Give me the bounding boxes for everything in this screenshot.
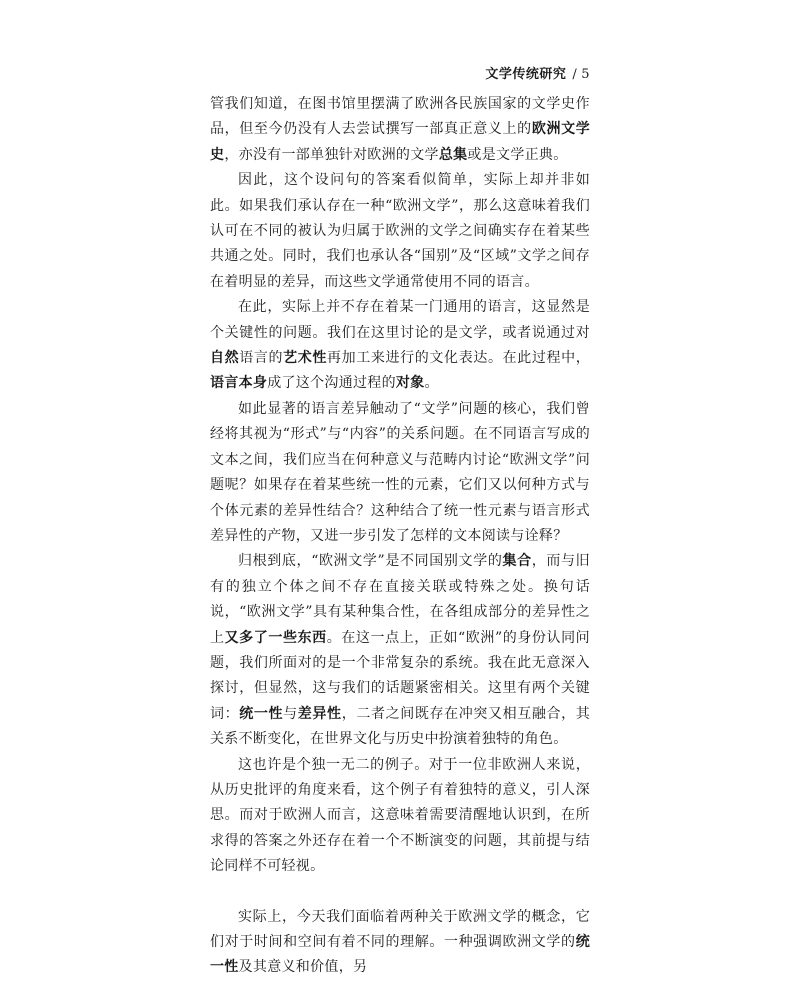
bold-term: 艺术性 <box>283 350 328 367</box>
text-run: 实际上，今天我们面临着两种关于欧洲文学的概念，它们对于时间和空间有着不同的理解。一种强调欧洲文学的 <box>210 908 590 950</box>
text-run: 。 <box>424 375 439 392</box>
text-run: ，而与旧有的独立个体之间不存在直接关联或特殊之处。换句话说，“欧洲文学”具有某种集合性，在各组成部分的差异性之上 <box>210 553 590 646</box>
paragraph <box>210 549 590 752</box>
text-run: 如此显著的语言差异触动了“文学”问题的核心，我们曾经将其视为“形式”与“内容”的关系问题。在不同语言写成的文本之间，我们应当在何种意义与范畴内讨论“欧洲文学”问题呢？如果存在着某些统一性的元素，它们又以何种方式与个体元素的差异性结合？这种结合了统一性元素与语言形式差异性的产物，又进一步引发了怎样的文本阅读与诠释？ <box>210 400 590 544</box>
bold-term: 自然 <box>210 350 240 367</box>
text-run: 归根到底，“欧洲文学”是不同国别文学的 <box>238 553 503 570</box>
text-run: 或是文学正典。 <box>467 146 568 163</box>
page-number: 5 <box>581 67 590 82</box>
body-text <box>210 92 590 981</box>
text-run: 。在这一点上，正如“欧洲”的身份认同问题，我们所面对的是一个非常复杂的系统。我在此无意深入探讨，但显然，这与我们的话题紧密相关。这里有两个关键词： <box>210 629 590 722</box>
text-run: 在此，实际上并不存在着某一门通用的语言，这显然是个关键性的问题。我们在这里讨论的是文学，或者说通过对 <box>210 299 590 341</box>
text-run: ，二者之间既存在冲突又相互融合，其关系不断变化，在世界文化与历史中扮演着独特的角色。 <box>210 705 591 748</box>
bold-term: 对象 <box>395 375 425 392</box>
bold-term: 语言本身 <box>210 375 268 392</box>
bold-term: 欧洲文学史 <box>210 121 590 163</box>
text-run: 成了这个沟通过程的 <box>267 375 396 392</box>
paragraph <box>210 92 590 168</box>
bold-term: 统一性 <box>239 705 284 722</box>
text-run: 再加工来进行的文化表达。在此过程中， <box>327 350 591 367</box>
text-run: 这也许是个独一无二的例子。对于一位非欧洲人来说，从历史批评的角度来看，这个例子有着独特的意义，引人深思。而对于欧洲人而言，这意味着需要清醒地认识到，在所求得的答案之外还存在着一个不断演变的问题，其前提与结论同样不可轻视。 <box>210 756 590 875</box>
text-run: 及其意义和价值，另 <box>238 959 368 976</box>
text-run: 因此，这个设问句的答案看似简单，实际上却并非如此。如果我们承认存在一种“欧洲文学”，那么这意味着我们认可在不同的被认为归属于欧洲的文学之间确实存在着某些共通之处。同时，我们也承认各“国别”及“区域”文学之间存在着明显的差异，而这些文学通常使用不同的语言。 <box>210 172 590 290</box>
paragraph <box>210 397 590 549</box>
text-run: 管我们知道，在图书馆里摆满了欧洲各民族国家的文学史作品，但至今仍没有人去尝试撰写一部真正意义上的 <box>210 96 590 138</box>
bold-term: 总集 <box>438 146 468 163</box>
text-run: 语言的 <box>239 350 284 367</box>
text-run: ，亦没有一部单独针对欧洲的文学 <box>224 146 439 163</box>
paragraph <box>210 168 590 295</box>
bold-term: 统一性 <box>210 934 590 976</box>
text-run: 与 <box>283 705 298 722</box>
paragraph <box>210 295 590 397</box>
paragraph <box>210 753 590 880</box>
running-header <box>485 63 590 82</box>
running-title: 文学传统研究 <box>485 67 567 82</box>
header-separator: / <box>572 67 578 82</box>
bold-term: 集合 <box>502 553 532 570</box>
bold-term: 又多了一些东西 <box>224 629 327 646</box>
paragraph <box>210 905 590 981</box>
bold-term: 差异性 <box>297 705 342 722</box>
